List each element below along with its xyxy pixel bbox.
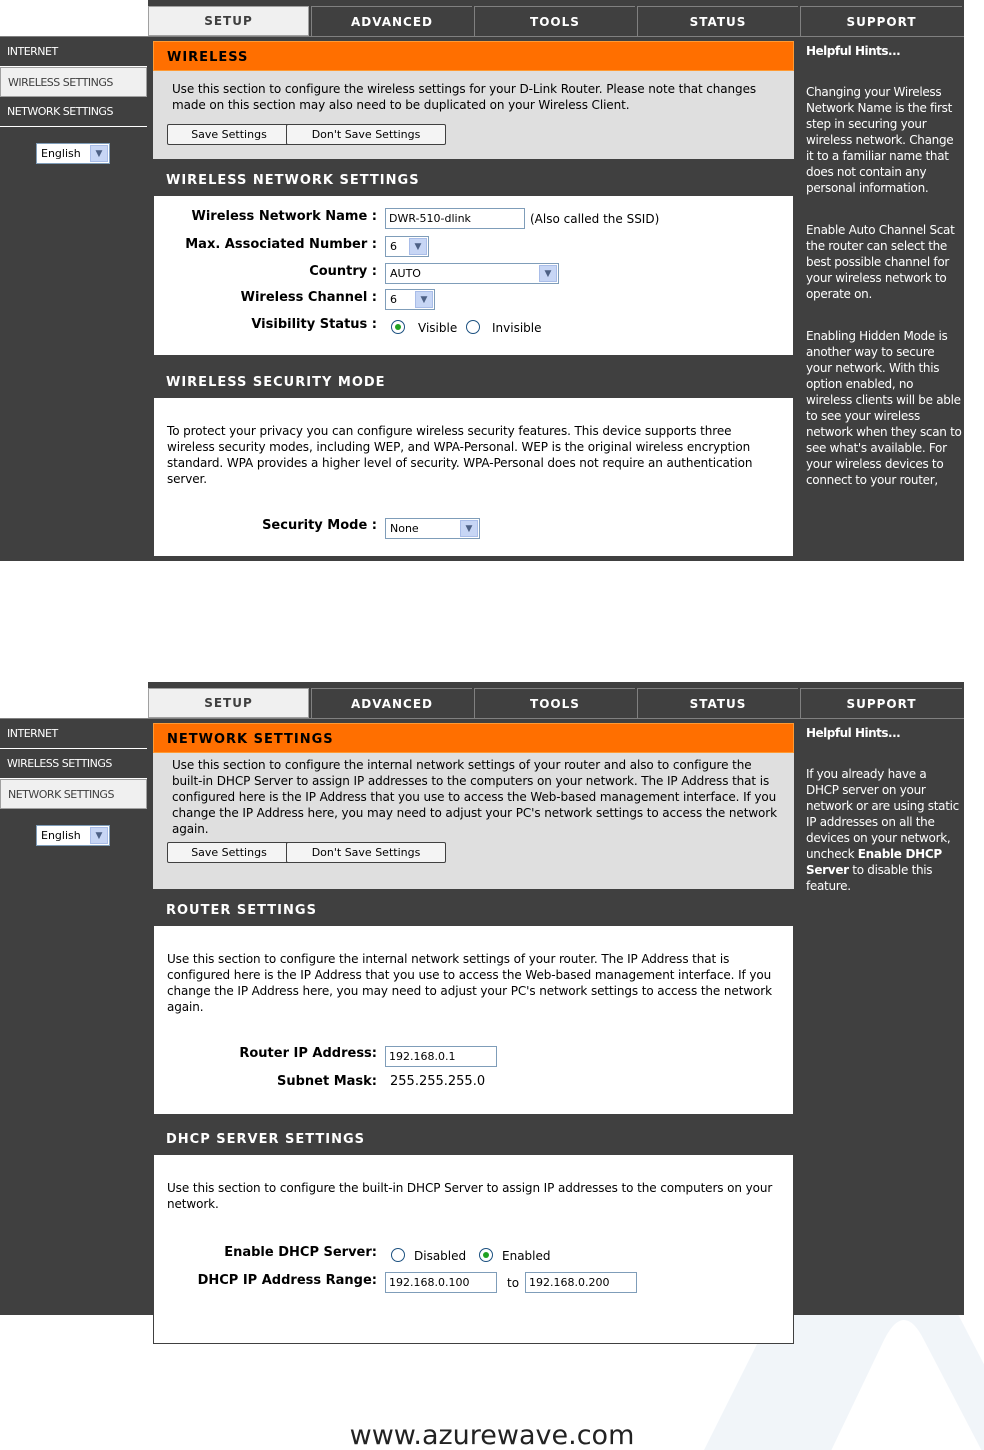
hint-paragraph: Enabling Hidden Mode is another way to secure your network. With this option enabled, no wireless clients will be able to see your wireless network when they scan to see what's available. For your wireless devices to connect to your router,: [806, 329, 962, 487]
language-select[interactable]: [36, 143, 110, 164]
network-name-input[interactable]: DWR-510-dlink: [385, 208, 525, 229]
tab-support[interactable]: SUPPORT: [800, 6, 962, 36]
wireless-network-settings-panel: [153, 165, 794, 356]
dont-save-settings-button[interactable]: Don't Save Settings: [286, 842, 446, 863]
sidebar-item-internet[interactable]: INTERNET: [0, 719, 147, 749]
dhcp-range-start-input[interactable]: 192.168.0.100: [385, 1272, 497, 1293]
security-mode-value: None: [390, 522, 419, 535]
ssid-note: (Also called the SSID): [530, 212, 660, 226]
panel-title: WIRELESS SECURITY MODE: [153, 367, 794, 397]
footer-url: www.azurewave.com: [349, 1420, 635, 1450]
max-associated-select[interactable]: [385, 236, 429, 257]
sidebar-item-internet[interactable]: INTERNET: [0, 37, 147, 67]
router-ip-input[interactable]: 192.168.0.1: [385, 1046, 497, 1067]
chevron-down-icon: ▼: [409, 238, 427, 255]
panel-description: Use this section to configure the internal network settings of your router and also to configure the built-in DHCP Server to assign IP addresses to the computers on your network. The IP Address that is configured here is the IP Address that you use to access the Web-based management interface. If you change the IP Address here, you may need to adjust your PC's network settings to access the network again.: [172, 758, 777, 836]
main-content: [149, 719, 799, 1315]
visible-option-label: Visible: [418, 321, 458, 335]
security-mode-label: Security Mode :: [262, 518, 377, 533]
network-settings-panel: [153, 723, 794, 889]
save-settings-button[interactable]: Save Settings: [167, 124, 291, 145]
panel-title: DHCP SERVER SETTINGS: [153, 1124, 794, 1154]
wireless-screenshot: [0, 0, 964, 561]
wireless-panel: [153, 41, 794, 159]
max-associated-label: Max. Associated Number :: [185, 237, 377, 252]
top-nav: [148, 688, 962, 718]
tab-status[interactable]: STATUS: [637, 688, 798, 718]
security-mode-select[interactable]: [385, 518, 480, 539]
tab-setup[interactable]: SETUP: [148, 6, 309, 36]
chevron-down-icon: ▼: [90, 145, 108, 162]
wireless-security-panel: [153, 367, 794, 557]
router-description: Use this section to configure the internal network settings of your router. The IP Address that is configured here is the IP Address that you use to access the Web-based management interface. If you change the IP Address here, you may need to adjust your PC's network settings to access the network again.: [167, 952, 772, 1014]
sidebar-item-wireless-settings[interactable]: WIRELESS SETTINGS: [0, 749, 147, 779]
tab-support[interactable]: SUPPORT: [800, 688, 962, 718]
dhcp-enabled-radio[interactable]: [479, 1248, 493, 1262]
invisible-radio[interactable]: [466, 320, 480, 334]
country-value: AUTO: [390, 267, 421, 280]
save-settings-button[interactable]: Save Settings: [167, 842, 291, 863]
tab-setup[interactable]: SETUP: [148, 688, 309, 718]
network-screenshot: [0, 682, 964, 1315]
tab-tools[interactable]: TOOLS: [474, 688, 635, 718]
hint-paragraph: [800, 766, 962, 894]
tab-status[interactable]: STATUS: [637, 6, 798, 36]
enable-dhcp-label: Enable DHCP Server:: [224, 1245, 377, 1260]
tab-advanced[interactable]: ADVANCED: [311, 6, 472, 36]
sidebar-item-network-settings[interactable]: NETWORK SETTINGS: [0, 97, 147, 127]
dhcp-disabled-radio[interactable]: [391, 1248, 405, 1262]
tab-tools[interactable]: TOOLS: [474, 6, 635, 36]
panel-title: ROUTER SETTINGS: [153, 895, 794, 925]
helpful-hints: [800, 719, 962, 1315]
chevron-down-icon: ▼: [415, 291, 433, 308]
router-settings-panel: [153, 895, 794, 1115]
hint-paragraph: Changing your Wireless Network Name is the first step in securing your wireless network. Change it to a familiar name that does not contain any personal information.: [806, 85, 954, 195]
sidebar: [0, 719, 148, 1315]
dhcp-range-to-label: to: [507, 1276, 520, 1290]
hint-text: to disable this feature.: [806, 863, 933, 893]
language-select[interactable]: [36, 825, 110, 846]
language-value: English: [41, 147, 81, 160]
main-content: [149, 37, 799, 561]
dhcp-range-end-input[interactable]: 192.168.0.200: [525, 1272, 637, 1293]
router-ip-label: Router IP Address:: [239, 1046, 377, 1061]
chevron-down-icon: ▼: [539, 265, 557, 282]
top-nav: [148, 6, 962, 36]
subnet-mask-label: Subnet Mask:: [276, 1074, 377, 1089]
country-label: Country :: [309, 264, 377, 279]
chevron-down-icon: ▼: [460, 520, 478, 537]
invisible-option-label: Invisible: [492, 321, 542, 335]
panel-description: Use this section to configure the wireless settings for your D-Link Router. Please note that changes made on this section may also need to be duplicated on your Wireless Client.: [172, 82, 757, 112]
panel-title: NETWORK SETTINGS: [153, 723, 794, 753]
dhcp-enabled-label: Enabled: [502, 1249, 551, 1263]
hint-paragraph: Enable Auto Channel Scat the router can select the best possible channel for your wireless network to operate on.: [806, 223, 955, 301]
security-description: To protect your privacy you can configure wireless security features. This device supports three wireless security modes, including WEP, and WPA-Personal. WEP is the original wireless encryption standard. WPA provides a higher level of security. WPA-Personal does not require an authentication server.: [167, 424, 753, 486]
dhcp-disabled-label: Disabled: [414, 1249, 467, 1263]
wireless-channel-select[interactable]: [385, 289, 435, 310]
network-name-label: Wireless Network Name :: [191, 209, 377, 224]
hints-title: Helpful Hints...: [806, 44, 901, 58]
tab-advanced[interactable]: ADVANCED: [311, 688, 472, 718]
sidebar-item-wireless-settings[interactable]: WIRELESS SETTINGS: [0, 67, 147, 97]
dhcp-range-label: DHCP IP Address Range:: [197, 1273, 377, 1288]
hint-bold-text: Enable DHCP Server: [806, 847, 942, 877]
visible-radio[interactable]: [391, 320, 405, 334]
wireless-channel-label: Wireless Channel :: [240, 290, 377, 305]
panel-title: WIRELESS NETWORK SETTINGS: [153, 165, 794, 195]
language-value: English: [41, 829, 81, 842]
dhcp-server-panel: [153, 1124, 794, 1344]
panel-title: WIRELESS: [153, 41, 794, 71]
hint-text: If you already have a DHCP server on your network or are using static IP addresses on all the devices on your network, uncheck: [806, 767, 959, 861]
chevron-down-icon: ▼: [90, 827, 108, 844]
wireless-channel-value: 6: [390, 293, 397, 306]
dont-save-settings-button[interactable]: Don't Save Settings: [286, 124, 446, 145]
subnet-mask-value: 255.255.255.0: [390, 1074, 486, 1089]
country-select[interactable]: [385, 263, 559, 284]
dhcp-description: Use this section to configure the built-in DHCP Server to assign IP addresses to the computers on your network.: [167, 1181, 773, 1211]
max-associated-value: 6: [390, 240, 397, 253]
sidebar: [0, 37, 148, 561]
hints-title: Helpful Hints...: [806, 726, 901, 740]
sidebar-item-network-settings[interactable]: NETWORK SETTINGS: [0, 779, 147, 809]
helpful-hints: [800, 37, 962, 561]
visibility-label: Visibility Status :: [251, 317, 377, 332]
